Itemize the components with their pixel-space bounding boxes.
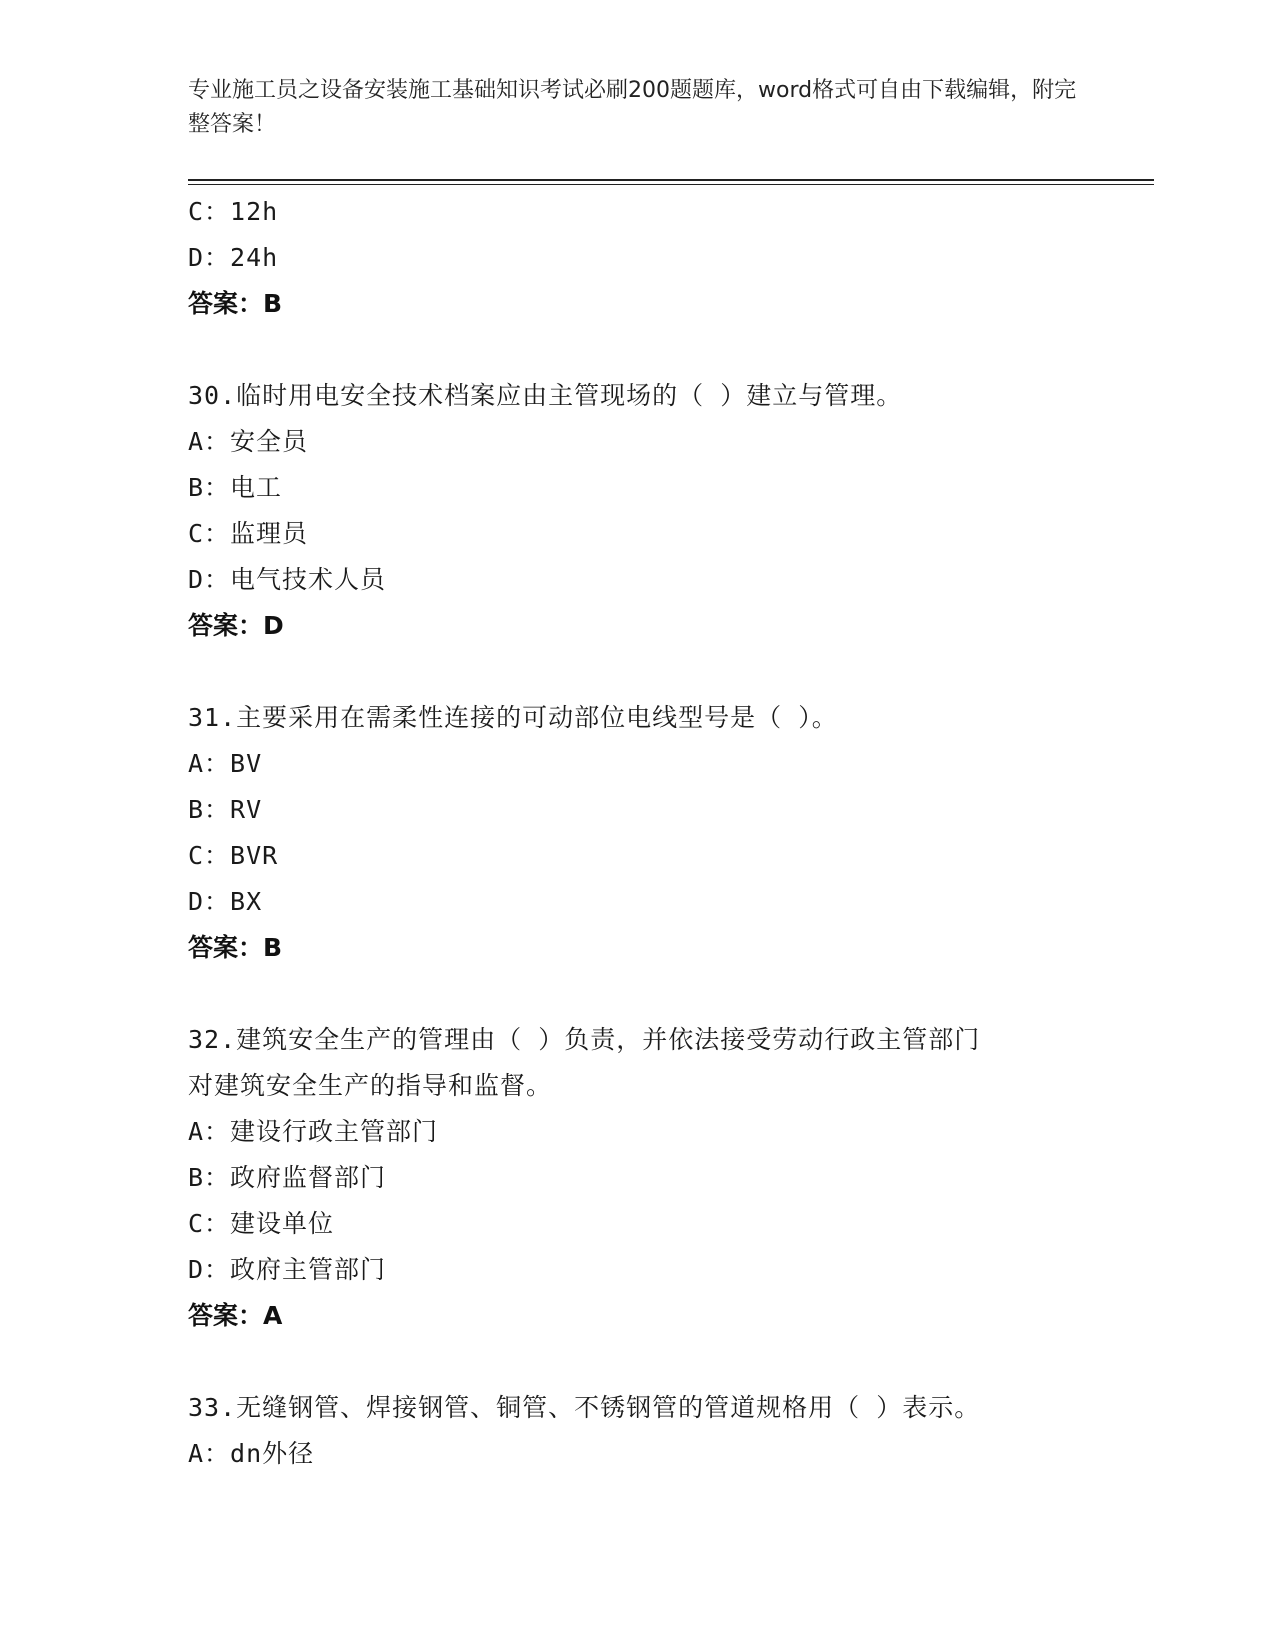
option-c: C：建设单位 (188, 1209, 335, 1238)
option-d: D：BX (188, 887, 263, 916)
option-a: A：建设行政主管部门 (188, 1117, 439, 1146)
document-header (188, 74, 1088, 142)
question-block-30 (188, 373, 1088, 649)
question-block-29 (188, 189, 1088, 327)
option-b: B：RV (188, 795, 263, 824)
question-stem: 33.无缝钢管、焊接钢管、铜管、不锈钢管的管道规格用（ ）表示。 (188, 1393, 981, 1422)
answer-line: 答案：B (188, 289, 283, 318)
option-a: A：安全员 (188, 427, 309, 456)
header-divider-thick (188, 179, 1154, 181)
header-divider-thin (188, 184, 1154, 185)
option-d: D：电气技术人员 (188, 565, 387, 594)
option-c: C：监理员 (188, 519, 309, 548)
option-b: B：电工 (188, 473, 283, 502)
document-title: 专业施工员之设备安装施工基础知识考试必刷200题题库，word格式可自由下载编辑，附完整答案！ (188, 78, 1077, 137)
question-stem-continued: 对建筑安全生产的指导和监督。 (188, 1071, 553, 1100)
question-stem: 30.临时用电安全技术档案应由主管现场的（ ）建立与管理。 (188, 381, 903, 410)
answer-line: 答案：B (188, 933, 283, 962)
spacer (188, 971, 1088, 1017)
question-list (188, 189, 1088, 1477)
option-b: B：政府监督部门 (188, 1163, 387, 1192)
question-block-31 (188, 695, 1088, 971)
question-stem: 32.建筑安全生产的管理由（ ）负责，并依法接受劳动行政主管部门 (188, 1025, 981, 1054)
option-a: A：dn外径 (188, 1439, 315, 1468)
option-a: A：BV (188, 749, 263, 778)
option-d: D：24h (188, 243, 279, 272)
answer-line: 答案：A (188, 1301, 283, 1330)
option-c: C：BVR (188, 841, 279, 870)
question-block-32 (188, 1017, 1088, 1339)
option-c: C：12h (188, 197, 279, 226)
question-stem: 31.主要采用在需柔性连接的可动部位电线型号是（ ）。 (188, 703, 838, 732)
question-block-33 (188, 1385, 1088, 1477)
spacer (188, 327, 1088, 373)
spacer (188, 1339, 1088, 1385)
spacer (188, 649, 1088, 695)
option-d: D：政府主管部门 (188, 1255, 387, 1284)
answer-line: 答案：D (188, 611, 284, 640)
